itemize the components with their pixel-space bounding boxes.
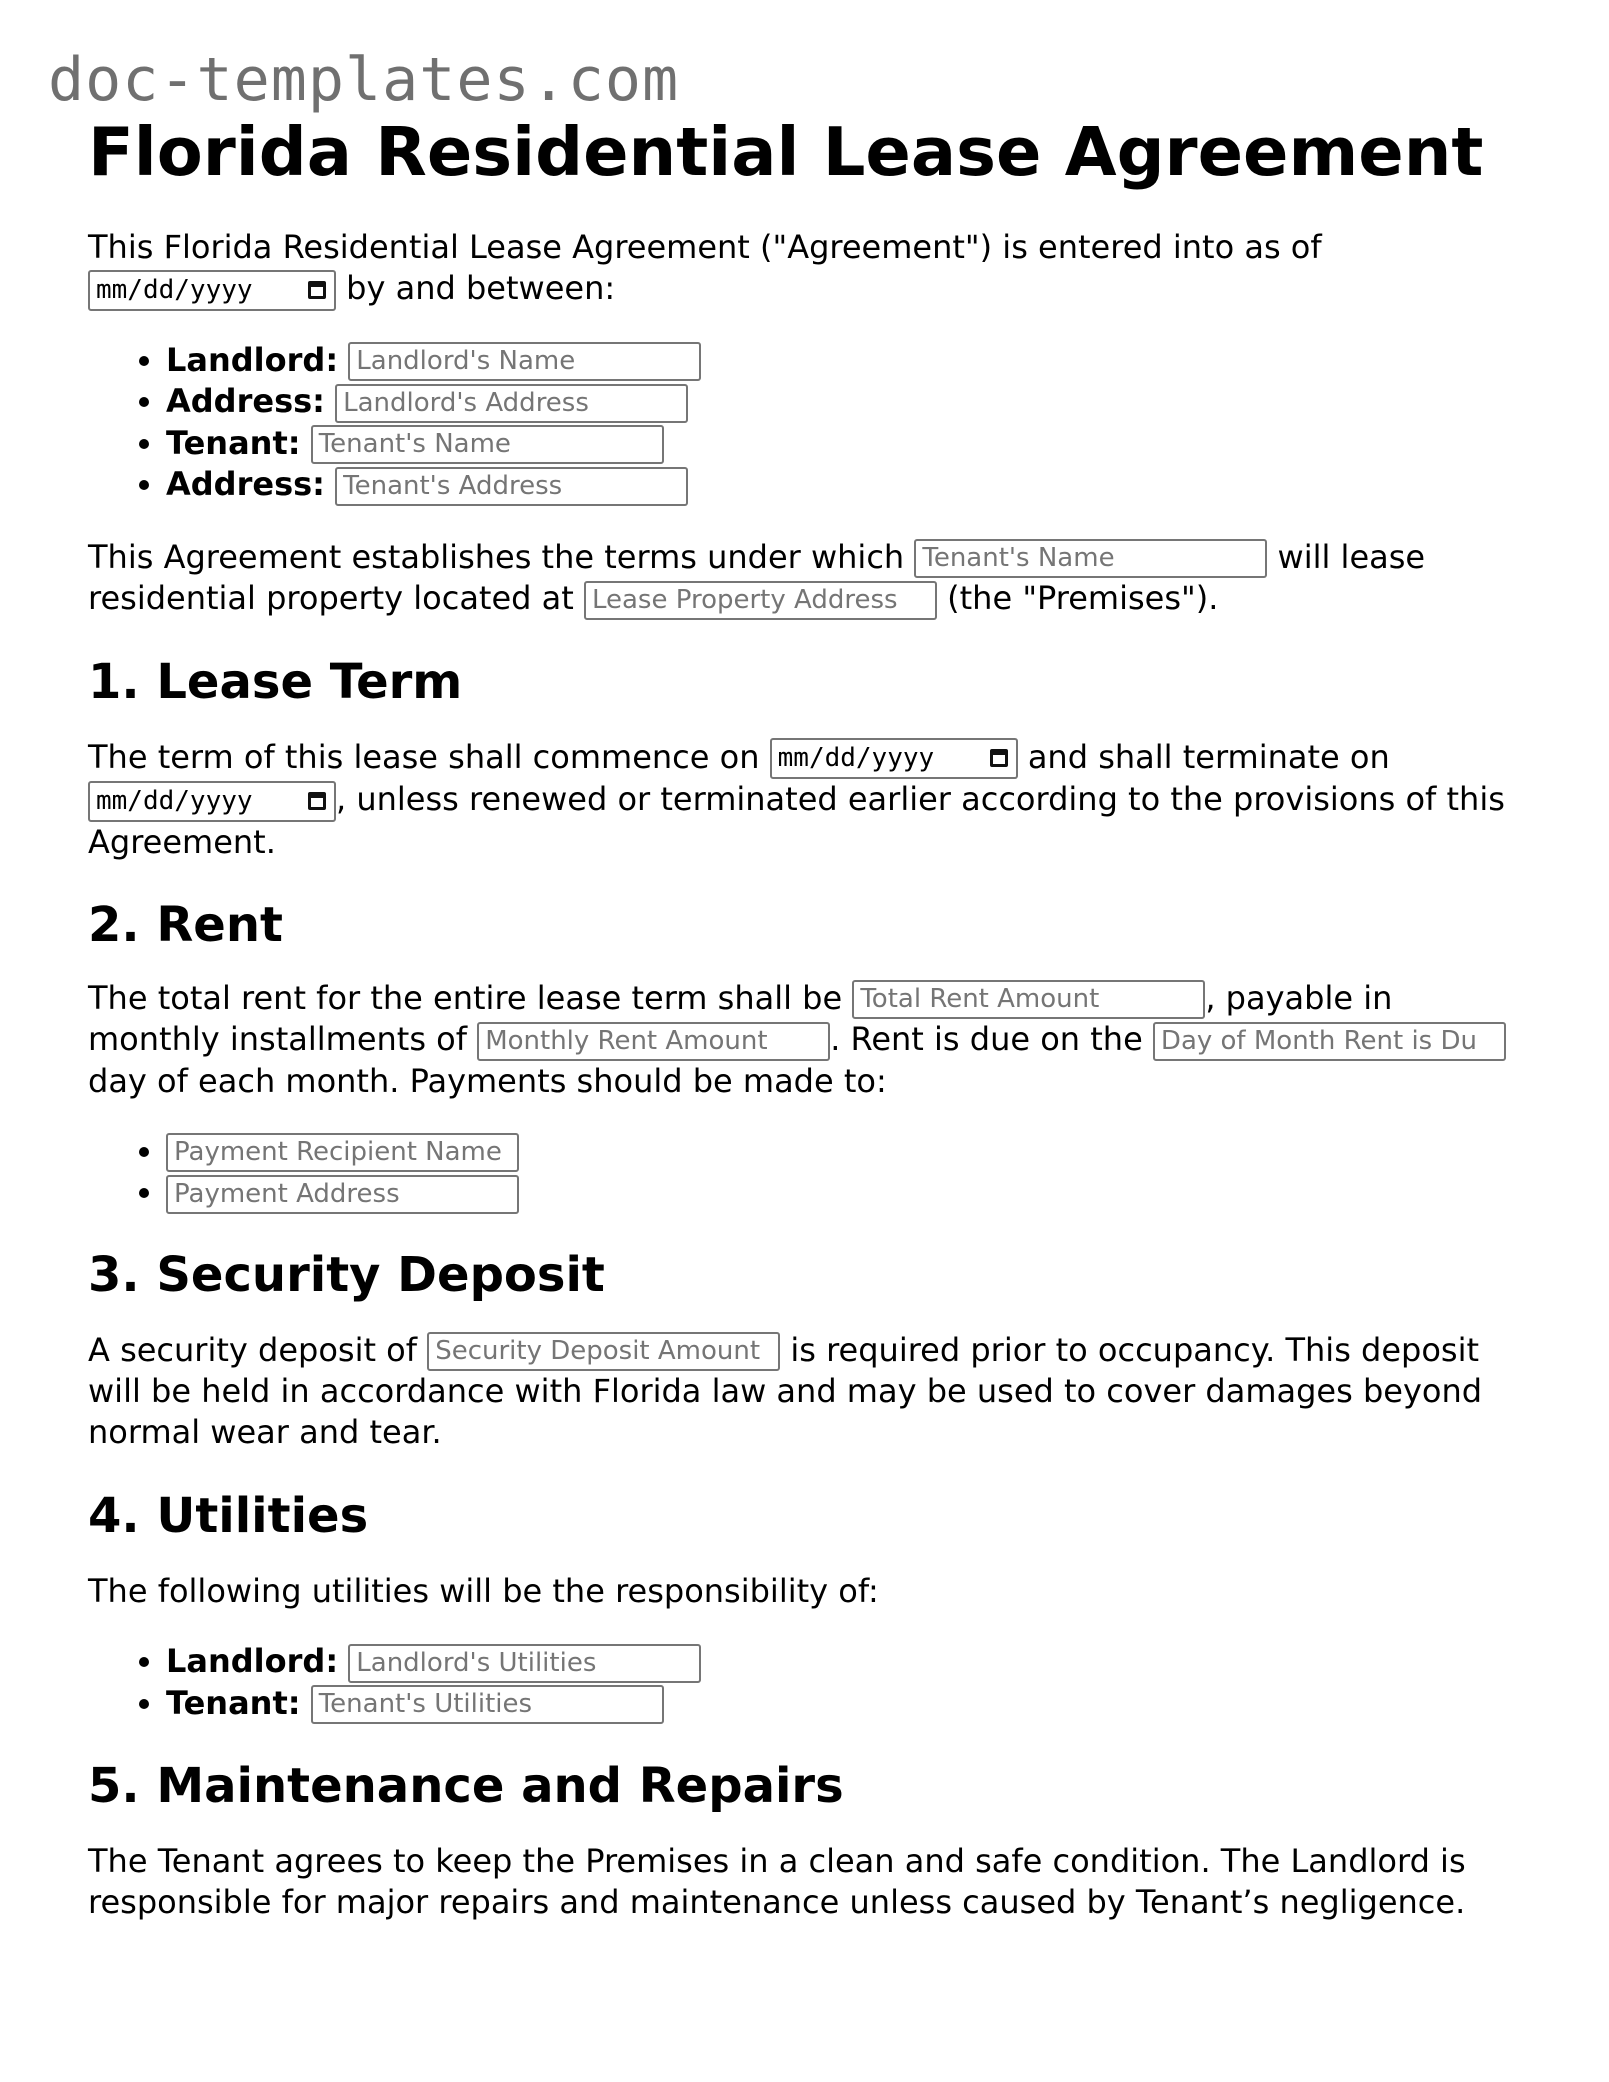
rent-text: day of each month. Payments should be made to: [88, 1061, 887, 1100]
list-item [166, 340, 1528, 382]
page-title: Florida Residential Lease Agreement [88, 113, 1484, 191]
monthly-rent-input[interactable]: Monthly Rent Amount [477, 1022, 830, 1061]
premises-paragraph [88, 537, 1528, 620]
list-item [166, 1683, 1528, 1725]
commence-date-input[interactable] [770, 738, 1018, 779]
rent-text: . Rent is due on the [830, 1020, 1153, 1058]
calendar-icon [308, 281, 326, 299]
landlord-name-input[interactable]: Landlord's Name [348, 342, 701, 381]
date-format: mm/dd/yyyy [777, 743, 935, 773]
maintenance-heading: 5. Maintenance and Repairs [88, 1758, 844, 1814]
tenant-utilities-input[interactable]: Tenant's Utilities [311, 1685, 664, 1724]
lease-term-text: , unless renewed or terminated earlier according to the provisions of this Agreement. [88, 780, 1505, 861]
premises-text: (the "Premises"). [936, 579, 1219, 617]
lease-term-paragraph [88, 737, 1528, 863]
premises-tenant-name-input[interactable]: Tenant's Name [914, 539, 1267, 578]
security-deposit-heading: 3. Security Deposit [88, 1246, 605, 1303]
premises-text: will lease residential property located at [88, 537, 1426, 617]
list-item [166, 1172, 1528, 1214]
deposit-text: A security deposit of [88, 1330, 428, 1369]
rent-due-day-input[interactable]: Day of Month Rent is Du [1153, 1022, 1506, 1061]
list-item [166, 381, 1528, 423]
terminate-date-input[interactable] [88, 781, 336, 822]
landlord-utilities-input[interactable]: Landlord's Utilities [348, 1644, 701, 1683]
utilities-label: Landlord: [166, 1642, 339, 1680]
rent-heading: 2. Rent [88, 896, 283, 953]
lease-property-address-input[interactable]: Lease Property Address [584, 581, 937, 620]
list-item [166, 423, 1528, 465]
list-item [166, 464, 1528, 506]
lease-term-text: The term of this lease shall commence on [88, 737, 770, 776]
list-item [166, 1131, 1528, 1173]
deposit-text: is required prior to occupancy. This deposit will be held in accordance with Florida law and may be used to cover damages beyond normal wear and tear. [88, 1330, 1483, 1451]
lease-term-heading: 1. Lease Term [88, 653, 463, 710]
maintenance-paragraph: The Tenant agrees to keep the Premises in a clean and safe condition. The Landlord is responsible for major repairs and maintenance unless caused by Tenant’s negligence. [88, 1842, 1466, 1921]
party-label: Landlord: [166, 340, 339, 379]
date-format: mm/dd/yyyy [96, 785, 253, 816]
total-rent-input[interactable]: Total Rent Amount [852, 980, 1205, 1019]
intro-paragraph [88, 227, 1528, 311]
tenant-address-input[interactable]: Tenant's Address [335, 467, 688, 506]
party-label: Tenant: [166, 423, 301, 462]
intro-text-after: by and between: [336, 269, 616, 307]
premises-text: This Agreement establishes the terms under which [88, 537, 915, 576]
security-deposit-paragraph [88, 1330, 1528, 1454]
utilities-intro: The following utilities will be the responsibility of: [88, 1572, 879, 1610]
calendar-icon [308, 792, 326, 810]
rent-text: The total rent for the entire lease term shall be [88, 978, 853, 1017]
landlord-address-input[interactable]: Landlord's Address [335, 384, 688, 423]
watermark: doc-templates.com [48, 45, 680, 115]
calendar-icon [990, 749, 1008, 767]
payment-address-input[interactable]: Payment Address [166, 1175, 519, 1214]
payment-list [88, 1131, 1528, 1214]
utilities-label: Tenant: [166, 1683, 301, 1722]
lease-term-text: and shall terminate on [1017, 737, 1390, 776]
rent-text: , payable in monthly installments of [88, 978, 1393, 1058]
security-deposit-input[interactable]: Security Deposit Amount [427, 1332, 780, 1371]
tenant-name-input[interactable]: Tenant's Name [311, 425, 664, 464]
parties-list [88, 340, 1528, 506]
intro-text: This Florida Residential Lease Agreement ("Agreement") is entered into as of [88, 228, 1322, 266]
list-item [166, 1641, 1528, 1683]
date-format: mm/dd/yyyy [96, 274, 253, 305]
lease-document [88, 110, 1528, 1923]
party-label: Address: [166, 382, 325, 420]
utilities-list [88, 1641, 1528, 1724]
utilities-heading: 4. Utilities [88, 1488, 369, 1544]
agreement-date-input[interactable] [88, 270, 336, 311]
payment-recipient-input[interactable]: Payment Recipient Name [166, 1133, 519, 1172]
party-label: Address: [166, 465, 325, 503]
rent-paragraph [88, 978, 1528, 1102]
